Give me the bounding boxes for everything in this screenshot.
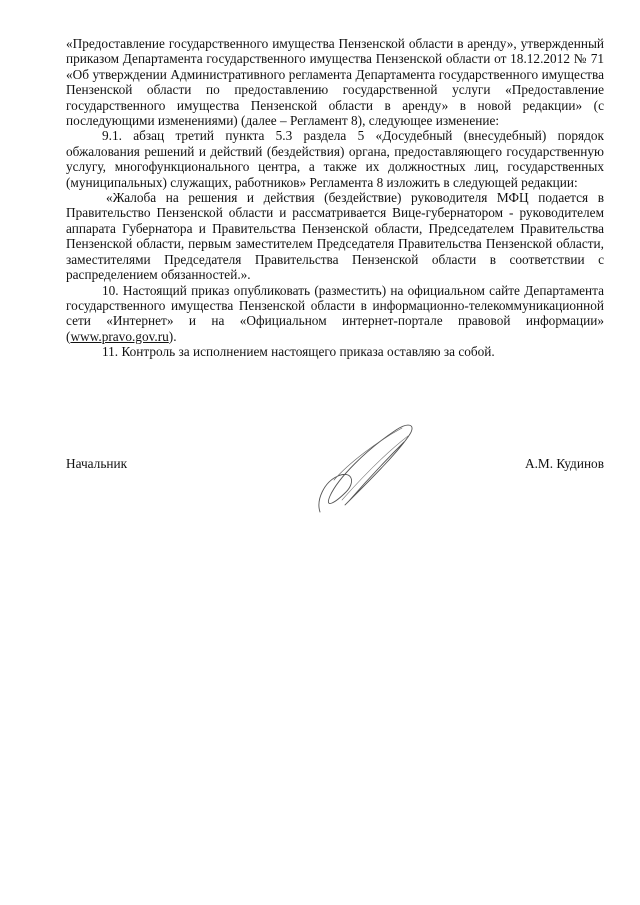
pravo-link[interactable]: www.pravo.gov.ru [70,328,169,344]
paragraph-10 [66,283,604,345]
document-body [66,36,604,360]
paragraph-11: 11. Контроль за исполнением настоящего приказа оставляю за собой. [102,344,495,360]
signer-name: А.М. Кудинов [524,456,604,471]
paragraph-intro: «Предоставление государственного имущества Пензенской области в аренду», утвержденный приказом Департамента государственного имущества Пензенской области от 18.12.2012 № 71 «Об утверждении Административного регламента Департамента государственного имущества Пензенской области по предоставлению государственной услуги «Предоставление государственного имущества Пензенской области в аренду» в новой редакции» (с последующими изменениями) (далее – Регламент 8), следующее изменение: [66,36,604,129]
paragraph-10-text: 10. Настоящий приказ опубликовать (разместить) на официальном сайте Департамента государственного имущества Пензенской области в информационно-телекоммуникационной сети «Интернет» и на «Официальном интернет-портале правовой информации» ( [66,282,604,344]
handwritten-signature [312,420,422,520]
paragraph-10-end: ). [168,328,177,344]
position-label: Начальник [66,456,128,471]
paragraph-quote: «Жалоба на решения и действия (бездействие) руководителя МФЦ подается в Правительство Пензенской области и рассматривается Вице-губернатором - руководителем аппарата Губернатора и Правительства Пензенской области, Председателем Правительства Пензенской области, первым заместителем Председателя Правительства Пензенской области, заместителями Председателя Правительства Пензенской области в соответствии с распределением обязанностей.». [66,190,604,283]
paragraph-9-1: 9.1. абзац третий пункта 5.3 раздела 5 «Досудебный (внесудебный) порядок обжалования решений и действий (бездействия) органа, предоставляющего государственную услугу, многофункционального центра, а также их должностных лиц, государственных (муниципальных) служащих, работников» Регламента 8 изложить в следующей редакции: [66,128,604,190]
